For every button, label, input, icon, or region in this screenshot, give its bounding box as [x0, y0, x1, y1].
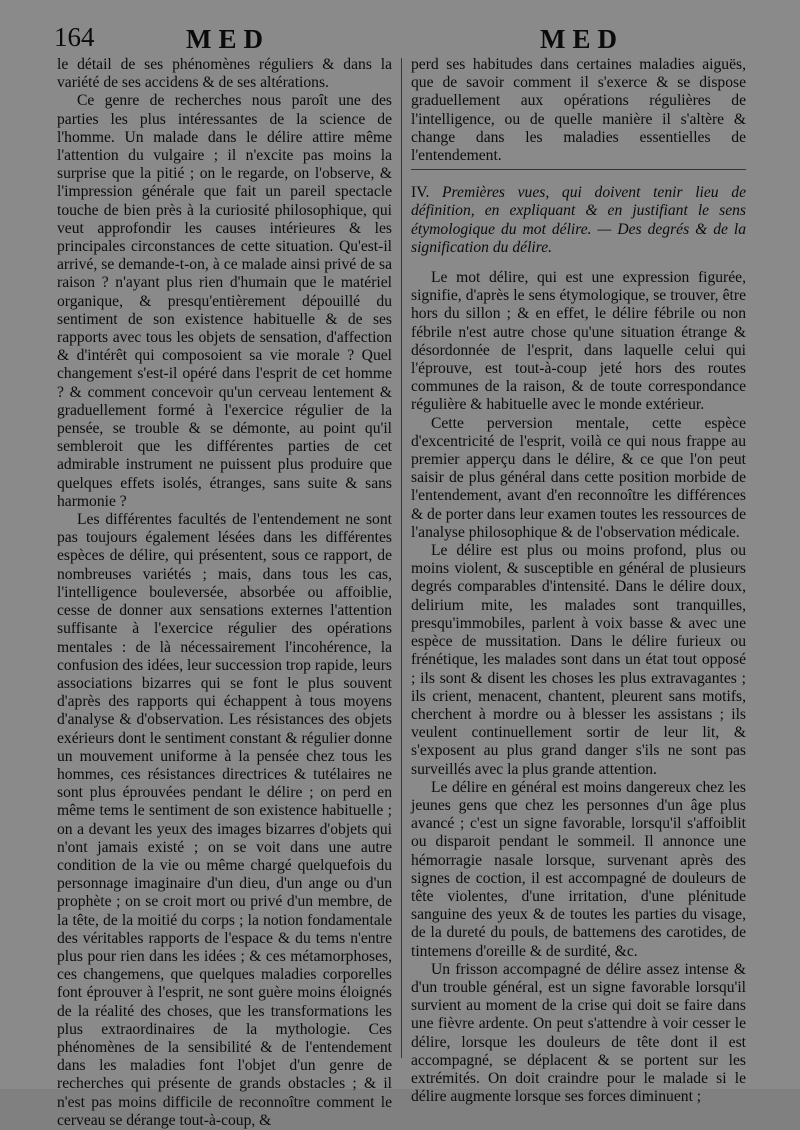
paragraph: le détail de ses phénomènes réguliers & dans la variété de ses accidens & de ses altérations. [57, 56, 392, 92]
page-header [54, 22, 780, 56]
paragraph: Le mot délire, qui est une expression figurée, signifie, d'après le sens étymologique, se trouver, être hors du sillon ; & en effet, le délire fébrile ou non fébrile n'est autre chose qu'une situation étrange & désordonnée de l'esprit, dans laquelle celui qui l'éprouve, est tout-à-coup jeté hors des routes communes de la raison, & de toute correspondance régulière & habituelle avec le monde extérieur. [411, 269, 746, 414]
paragraph: Cette perversion mentale, cette espèce d'excentricité de l'esprit, voilà ce qui nous frappe au premier apperçu dans le délire, & ce que l'on peut saisir de plus général dans cette position morbide de l'entendement, avant d'en reconnoître les différences & de porter dans leur examen toutes les ressources de l'analyse philosophique & de l'observation médicale. [411, 414, 746, 541]
column-divider [401, 58, 402, 1058]
section-divider [411, 169, 746, 170]
paragraph: Le délire en général est moins dangereux chez les jeunes gens que chez les personnes d'un âge plus avancé ; c'est un signe favorable, lorsqu'il s'affoiblit ou disparoit pendant le sommeil. Il annonce une hémorragie nasale lorsque, survenant après des signes de coction, il est accompagné de douleurs de tête violentes, d'une irritation, d'une plénitude sanguine des yeux & de toutes les parties du visage, de la dureté du pouls, de battemens des carotides, de tintemens d'oreille & de surdité, &c. [411, 778, 746, 960]
paragraph: Les différentes facultés de l'entendement ne sont pas toujours également lésées dans les différentes espèces de délire, qui présentent, sous ce rapport, de nombreuses variétés ; mais, dans tous les cas, l'intelligence bouleversée, absorbée ou affoiblie, cesse de donner aux sensations externes l'attention suffisante à l'exercice régulier des opérations mentales : de là nécessairement l'incohérence, la confusion des idées, leur succession trop rapide, leurs associations bizarres qui se font le plus souvent d'après des rapports qui échappent à tous moyens d'analyse & d'observation. Les résistances des objets exérieurs dont le sentiment constant & régulier donne un mouvement uniforme à la pensée chez tous les hommes, ces résistances directrices & tutélaires ne sont plus éprouvées pendant le délire ; on perd en même tems le sentiment de son existence habituelle ; on a devant les yeux des images bizarres d'objets qui n'ont jamais existé ; on se voit dans une autre condition de la vie ou même chargé quelquefois du personnage imaginaire d'un dieu, d'un ange ou d'un prophète ; on se croit mort ou privé d'un membre, de la tête, de la moitié du corps ; la notion fondamentale des véritables rapports de l'espace & du tems n'entre plus pour rien dans les idées ; & ces métamorphoses, ces changemens, que quelques maladies corporelles font éprouver à l'esprit, ne sont guère moins éloignés de la réalité des choses, que les transformations les plus extraordinaires de la mythologie. Ces phénomènes de la sensibilité & de l'entendement dans les maladies font l'objet d'un genre de recherches qui présente de grands obstacles ; & il n'est pas moins difficile de reconnoître comment le cerveau se dérange tout-à-coup, & [57, 511, 392, 1129]
right-column [411, 56, 746, 1106]
section-title: Premières vues, qui doivent tenir lieu de définition, en expliquant & en justifiant le sens étymologique du mot délire. — Des degrés & de la signification du délire. [411, 184, 746, 256]
running-head-right: MED [540, 24, 624, 54]
paragraph: perd ses habitudes dans certaines maladies aiguës, que de savoir comment il s'exerce & se dispose graduellement aux opérations régulières de l'intelligence, ou de quelle manière il s'altère & change dans les maladies essentielles de l'entendement. [411, 56, 746, 165]
running-head-left: MED [186, 24, 270, 54]
paragraph: Le délire est plus ou moins profond, plus ou moins violent, & susceptible en général de plusieurs degrés comparables d'intensité. Dans le délire doux, delirium mite, les malades sont tranquilles, presqu'immobiles, parlent à voix basse & avec une espèce de mussitation. Dans le délire furieux ou frénétique, les malades sont dans un état tout opposé ; ils sont & disent les choses les plus extravagantes ; ils crient, menacent, chantent, pleurent sans motifs, cherchent à mordre ou à blesser les assistans ; ils veulent continuellement sortir de leur lit, & s'exposent au plus grand danger s'ils ne sont pas surveillés avec la plus grande attention. [411, 542, 746, 778]
page-number: 164 [54, 22, 95, 52]
paragraph: Ce genre de recherches nous paroît une des parties les plus intéressantes de la science de l'homme. Un malade dans le délire attire même l'attention du vulgaire ; il n'excite pas moins la surprise que la pitié ; on le regarde, on l'observe, & l'impression générale que fait un pareil spectacle touche de bien près à la curiosité philosophique, qui veut approfondir les causes intérieures & les principales circonstances de cette situation. Qu'est-il arrivé, se demande-t-on, à ce malade ainsi privé de sa raison ? n'ayant plus rien d'humain que le matériel organique, & presqu'entièrement dépouillé du sentiment de son existence habituelle & de ses rapports avec tous les objets de sensation, d'affection & d'intérêt qui composoient sa vie morale ? Quel changement s'est-il opéré dans l'esprit de cet homme ? & comment concevoir qu'un cerveau lentement & graduellement formé à l'exercice régulier de la pensée, se trouble & se démonte, au point qu'il sembleroit que les différentes parties de cet admirable instrument ne puissent plus produire que quelques effets isolés, étranges, sans suite & sans harmonie ? [57, 92, 392, 510]
section-number: IV. [411, 184, 430, 202]
left-column [57, 56, 392, 1130]
paragraph: Un frisson accompagné de délire assez intense & d'un trouble général, est un signe favorable lorsqu'il survient au moment de la crise qui doit se faire dans une fièvre ardente. On peut s'attendre à voir cesser le délire, lorsque les douleurs de tête dont il est accompagné, se déplacent & se portent sur les extrémités. On doit craindre pour le malade si le délire augmente lorsque ses forces diminuent ; [411, 960, 746, 1106]
section-heading [411, 184, 746, 257]
